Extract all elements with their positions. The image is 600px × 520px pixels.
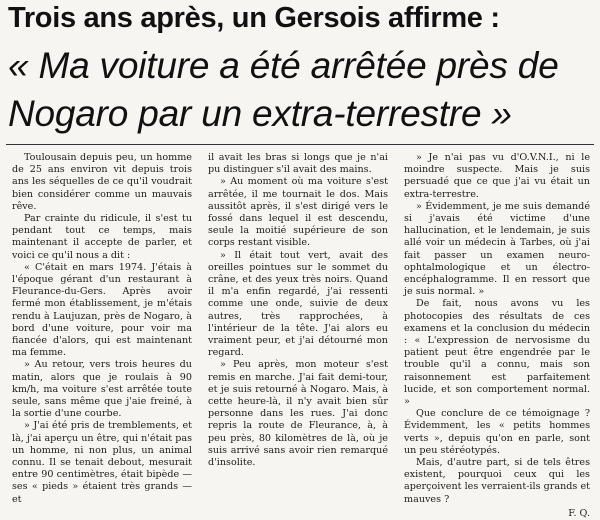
paragraph: » Au moment où ma voiture s'est arrêtée, il me tournait le dos. Mais aussitôt après, il s'est dirigé vers le fossé dans lequel il est descendu, seule la moitié supérieure de son corps restant visible. — [208, 176, 388, 249]
article-column-3 — [404, 152, 590, 519]
paragraph: Par crainte du ridicule, il s'est tu pendant tout ce temps, mais maintenant il accepte de parler, et voici ce qu'il nous a dit : — [12, 213, 192, 261]
paragraph: » Au retour, vers trois heures du matin, alors que je roulais à 90 km/h, ma voiture s'est arrêtée toute seule, sans même que j'aie freiné, à la sortie d'une courbe. — [12, 359, 192, 420]
paragraph: Que conclure de ce témoignage ? Évidemment, les « petits hommes verts », depuis qu'on en parle, sont un peu stéréotypés. — [404, 408, 590, 456]
paragraph: Toulousain depuis peu, un homme de 25 ans environ vit depuis trois ans les séquelles de ce qu'il voudrait bien considérer comme un mauvais rêve. — [12, 152, 192, 212]
paragraph: » J'ai été pris de tremblements, et là, j'ai aperçu un être, qui n'était pas un homme, ni non plus, un animal connu. Il se tenait debout, mesurait entre 90 centimètres, était bipède — ses « pieds » étaient très grands — et — [12, 420, 192, 505]
paragraph: » Il était tout vert, avait des oreilles pointues sur le sommet du crâne, et des yeux très noirs. Quand il m'a enfin regardé, j'ai ressenti comme une onde, suivie de deux autres, très rapprochées, à l'intérieur de la tête. J'ai alors eu vraiment peur, et j'ai détourné mon regard. — [208, 249, 388, 359]
paragraph: » Peu après, mon moteur s'est remis en marche. J'ai fait demi-tour, et je suis retourné à Nogaro. Mais, à cette heure-là, il n'y avait bien sûr personne dans les rues. J'ai donc repris la route de Fleurance, à, à peu près, 80 kilomètres de là, où je suis arrivé sans avoir rien remarqué d'insolite. — [208, 359, 388, 469]
quote-headline-line-2: Nogaro par un extra-terrestre » — [8, 93, 512, 134]
quote-headline-line-1: « Ma voiture a été arrêtée près de — [8, 45, 559, 86]
article-column-2 — [208, 152, 388, 469]
article-column-1 — [12, 152, 192, 505]
paragraph: il avait les bras si longs que je n'ai pu distinguer s'il avait des mains. — [208, 152, 388, 176]
paragraph: » Je n'ai pas vu d'O.V.N.I., ni le moindre suspecte. Mais je suis persuadé que ce que j'ai vu était un extra-terrestre. — [404, 152, 590, 200]
headline-rule — [6, 144, 594, 145]
paragraph: Mais, d'autre part, si de tels êtres existent, pourquoi ceux qui les aperçoivent les verraient-ils grands et mauves ? — [404, 457, 590, 505]
headline: Trois ans après, un Gersois affirme : — [8, 2, 500, 34]
paragraph: « C'était en mars 1974. J'étais à l'époque gérant d'un restaurant à Fleurance-du-Gers. Après avoir fermé mon établissement, je m'étais rendu à Laujuzan, près de Nogaro, à bord d'une voiture, pour voir ma fiancée d'alors, qui est maintenant ma femme. — [12, 261, 192, 359]
paragraph: » Évidemment, je me suis demandé si j'avais été victime d'une hallucination, et le lendemain, je suis allé voir un médecin à Tarbes, où j'ai fait passer un examen neuro-ophtalmologique et un électro-encéphalogramme. Il en ressort que je suis normal. » — [404, 200, 590, 298]
paragraph: De fait, nous avons vu les photocopies des résultats de ces examens et la conclusion du médecin : « L'expression de nervosisme du patient peut être engendrée par le trouble qu'il a connu, mais son raisonnement est parfaitement lucide, et son comportement normal. » — [404, 298, 590, 408]
author-signature: F. Q. — [568, 507, 590, 519]
